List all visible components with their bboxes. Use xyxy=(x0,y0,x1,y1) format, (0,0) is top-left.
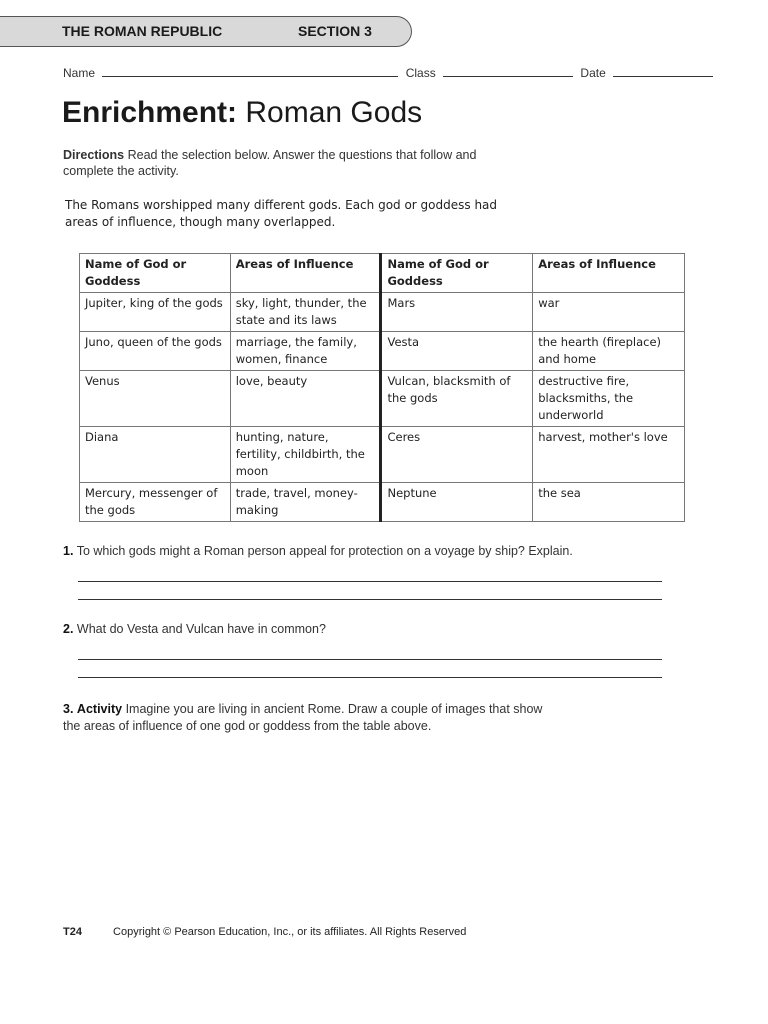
table-cell: Mars xyxy=(381,293,533,332)
question-text: To which gods might a Roman person appeal for protection on a voyage by ship? Explain. xyxy=(76,544,573,558)
copyright: Copyright © Pearson Education, Inc., or its affiliates. All Rights Reserved xyxy=(113,926,467,938)
table-cell: Vulcan, blacksmith of the gods xyxy=(381,371,533,427)
table-cell: Jupiter, king of the gods xyxy=(80,293,231,332)
table-header-row xyxy=(80,254,685,293)
table-cell: sky, light, thunder, the state and its laws xyxy=(230,293,381,332)
question-1 xyxy=(63,543,683,560)
section-label: SECTION 3 xyxy=(298,23,372,39)
table-cell: love, beauty xyxy=(230,371,381,427)
intro-text: The Romans worshipped many different gods. Each god or goddess had areas of influence, though many overlapped. xyxy=(65,198,498,229)
answer-line[interactable] xyxy=(78,581,662,582)
class-label: Class xyxy=(405,66,436,80)
table-cell: the hearth (fireplace) and home xyxy=(533,332,685,371)
page-title xyxy=(62,96,422,130)
question-text: Imagine you are living in ancient Rome. Draw a couple of images that show the areas of influence of one god or goddess from the table above. xyxy=(63,702,543,733)
name-line[interactable] xyxy=(102,64,398,77)
table-row xyxy=(80,371,685,427)
date-label: Date xyxy=(580,66,606,80)
directions-label: Directions xyxy=(63,148,125,162)
page-number: T24 xyxy=(63,926,82,938)
footer xyxy=(63,926,466,938)
date-line[interactable] xyxy=(613,64,713,77)
gods-table xyxy=(79,253,685,522)
header-tab xyxy=(0,16,412,47)
question-2 xyxy=(63,621,683,638)
name-label: Name xyxy=(63,66,96,80)
directions-text: Read the selection below. Answer the questions that follow and complete the activity. xyxy=(63,148,477,178)
table-row xyxy=(80,293,685,332)
table-cell: trade, travel, money-making xyxy=(230,483,381,522)
table-cell: Neptune xyxy=(381,483,533,522)
title-bold: Enrichment: xyxy=(62,96,238,129)
table-row xyxy=(80,483,685,522)
table-header: Areas of Influence xyxy=(230,254,381,293)
table-header: Name of God or Goddess xyxy=(80,254,231,293)
table-header: Areas of Influence xyxy=(533,254,685,293)
table-cell: Ceres xyxy=(381,427,533,483)
table-cell: war xyxy=(533,293,685,332)
question-3 xyxy=(63,701,563,735)
table-cell: hunting, nature, fertility, childbirth, the moon xyxy=(230,427,381,483)
table-cell: Vesta xyxy=(381,332,533,371)
table-cell: the sea xyxy=(533,483,685,522)
table-row xyxy=(80,332,685,371)
question-number: 3. xyxy=(63,702,74,716)
table-cell: marriage, the family, women, finance xyxy=(230,332,381,371)
table-cell: Diana xyxy=(80,427,231,483)
answer-line[interactable] xyxy=(78,677,662,678)
directions xyxy=(63,147,483,179)
answer-line[interactable] xyxy=(78,599,662,600)
activity-label: Activity xyxy=(76,702,123,716)
table-cell: destructive fire, blacksmiths, the underworld xyxy=(533,371,685,427)
answer-line[interactable] xyxy=(78,659,662,660)
name-class-date-row xyxy=(63,64,717,80)
table-cell: Mercury, messenger of the gods xyxy=(80,483,231,522)
table-cell: Juno, queen of the gods xyxy=(80,332,231,371)
table-header: Name of God or Goddess xyxy=(381,254,533,293)
question-text: What do Vesta and Vulcan have in common? xyxy=(76,622,326,636)
question-number: 2. xyxy=(63,622,74,636)
question-number: 1. xyxy=(63,544,74,558)
title-rest: Roman Gods xyxy=(245,96,423,129)
class-line[interactable] xyxy=(443,64,573,77)
unit-title: THE ROMAN REPUBLIC xyxy=(62,23,223,39)
table-row xyxy=(80,427,685,483)
table-cell: harvest, mother's love xyxy=(533,427,685,483)
table-cell: Venus xyxy=(80,371,231,427)
